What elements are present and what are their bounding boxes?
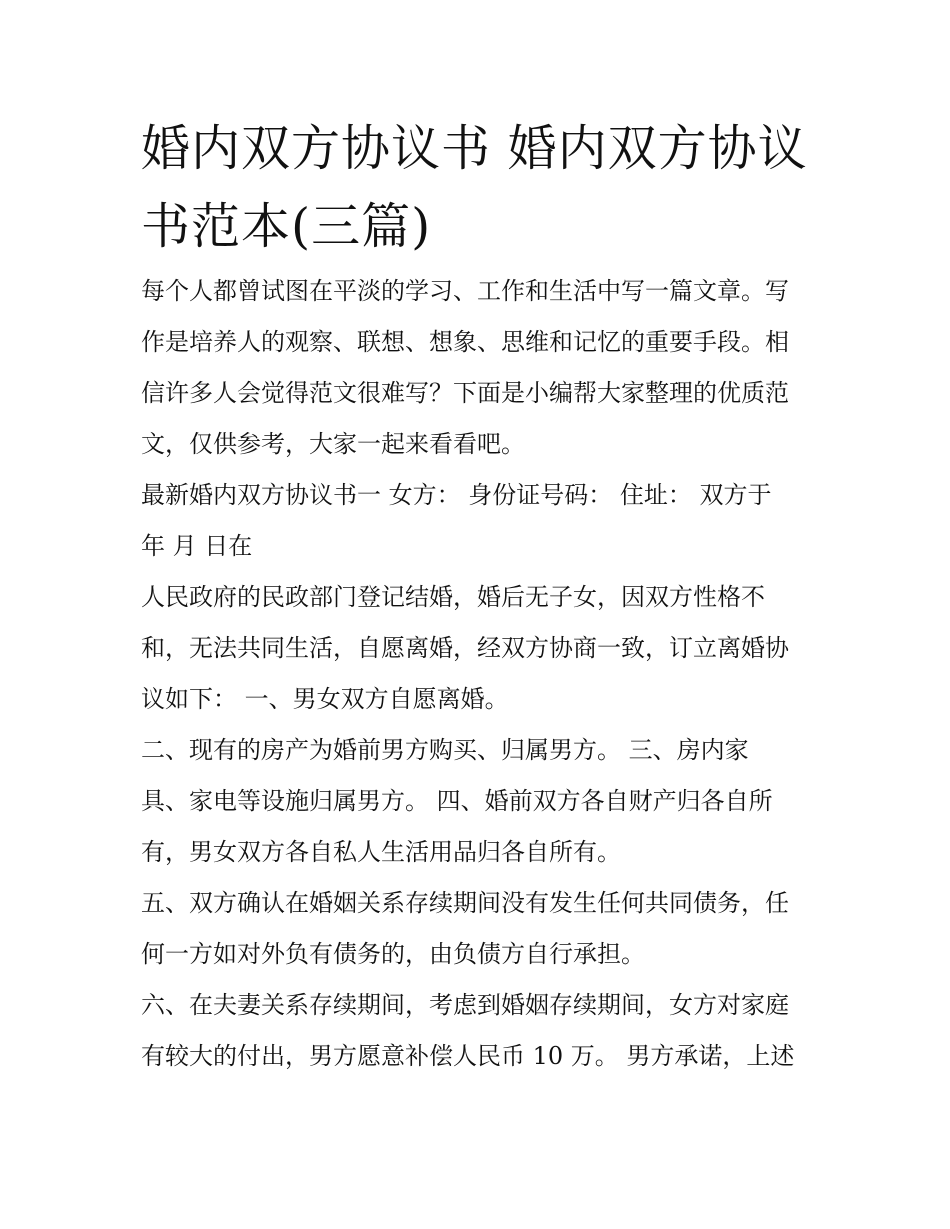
agreement-header-paragraph	[141, 470, 821, 572]
text-line: 议如下： 一、男女双方自愿离婚。	[141, 685, 509, 713]
intro-paragraph	[141, 266, 821, 470]
text-line: 二、现有的房产为婚前男方购买、归属男方。 三、房内家	[141, 736, 749, 764]
text-line: 文，仅供参考，大家一起来看看吧。	[141, 430, 525, 458]
text-line: 有较大的付出，男方愿意补偿人民币 10 万。 男方承诺，上述	[141, 1042, 795, 1070]
document-page	[141, 110, 821, 1082]
document-title	[141, 110, 821, 266]
marriage-registration-paragraph	[141, 572, 821, 725]
title-line: 书范本(三篇)	[141, 198, 432, 255]
title-line: 婚内双方协议书 婚内双方协议	[141, 120, 808, 177]
property-clauses-paragraph	[141, 725, 821, 878]
text-line: 年 月 日在	[141, 532, 253, 560]
text-line: 人民政府的民政部门登记结婚，婚后无子女，因双方性格不	[141, 583, 765, 611]
text-line: 和，无法共同生活，自愿离婚，经双方协商一致，订立离婚协	[141, 634, 789, 662]
text-line: 每个人都曾试图在平淡的学习、工作和生活中写一篇文章。写	[141, 277, 789, 305]
debt-clause-paragraph	[141, 878, 821, 980]
text-line: 何一方如对外负有债务的，由负债方自行承担。	[141, 940, 645, 968]
text-line: 五、双方确认在婚姻关系存续期间没有发生任何共同债务，任	[141, 889, 789, 917]
text-line: 信许多人会觉得范文很难写？下面是小编帮大家整理的优质范	[141, 379, 789, 407]
text-line: 六、在夫妻关系存续期间，考虑到婚姻存续期间，女方对家庭	[141, 991, 789, 1019]
compensation-clause-paragraph	[141, 980, 821, 1082]
text-line: 作是培养人的观察、联想、想象、思维和记忆的重要手段。相	[141, 328, 789, 356]
text-line: 有，男女双方各自私人生活用品归各自所有。	[141, 838, 621, 866]
text-line: 具、家电等设施归属男方。 四、婚前双方各自财产归各自所	[141, 787, 773, 815]
text-line: 最新婚内双方协议书一 女方： 身份证号码： 住址： 双方于	[141, 481, 772, 509]
